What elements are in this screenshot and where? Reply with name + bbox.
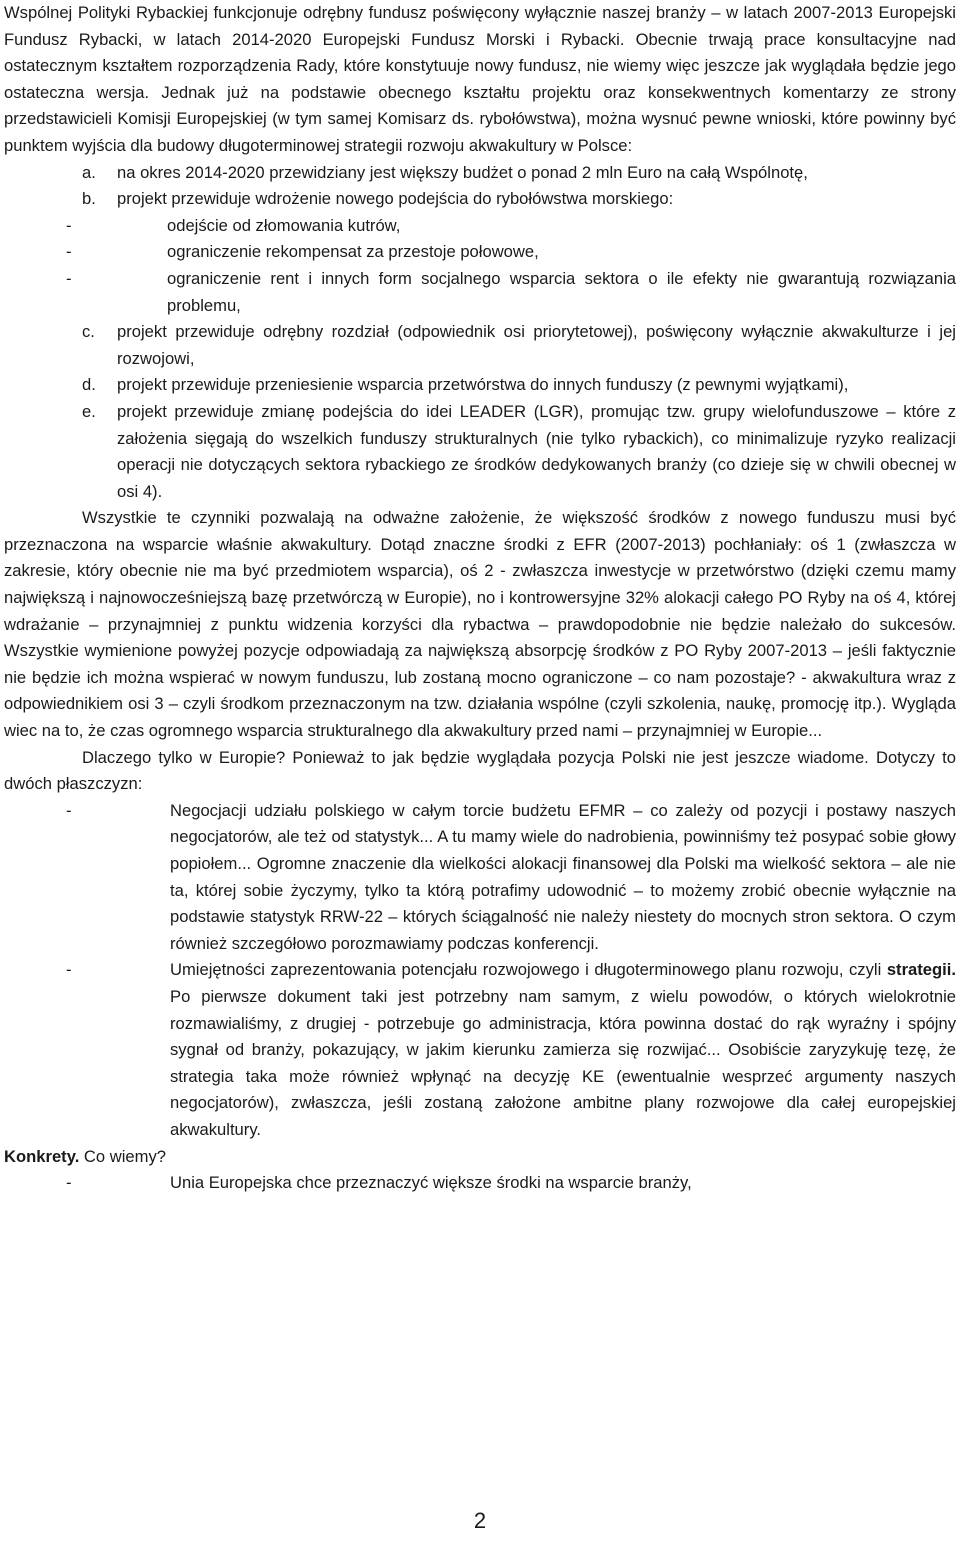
list-item-text: projekt przewiduje wdrożenie nowego podejścia do rybołówstwa morskiego: bbox=[117, 189, 674, 209]
plane-item-text: Negocjacji udziału polskiego w całym torcie budżetu EFMR – co zależy od pozycji i postawy naszych negocjatorów, ale też od statystyk... A tu mamy wiele do nadrobienia, powinniśmy też posypać sobie głowy popiołem... Ogromne znaczenie dla wielkości alokacji finansowej dla Polski ma wielkość sektora – ale nie ta, której sobie życzymy, tylko ta którą potrafimy udowodnić – to możemy zrobić obecnie wyłącznie na podstawie statystyk RRW-22 – których ściągalność nie należy niestety do mocnych stron sektora. O czym również szczegółowo porozmawiamy podczas konferencji. bbox=[170, 800, 956, 953]
dash-marker: - bbox=[66, 268, 72, 288]
alpha-list-item-e bbox=[4, 399, 956, 505]
konkrety-heading bbox=[4, 1144, 956, 1171]
alpha-list-item-c bbox=[4, 319, 956, 372]
dash-marker: - bbox=[66, 960, 72, 980]
alpha-list bbox=[4, 160, 956, 506]
list-marker: a. bbox=[82, 162, 96, 182]
list-item-text: projekt przewiduje zmianę podejścia do idei LEADER (LGR), promując tzw. grupy wielofunduszowe – które z założenia sięgają do wszelkich funduszy strukturalnych (nie tylko rybackich), co minimalizuje ryzyko realizacji operacji nie dotyczących sektora rybackiego ze środków dedykowanych branży (co dzieje się w chwili obecnej w osi 4). bbox=[117, 401, 956, 501]
sublist-item bbox=[4, 266, 956, 319]
strategy-emphasis: strategii. bbox=[886, 960, 956, 980]
konkrety-bold: Konkrety. bbox=[4, 1146, 80, 1166]
page-number: 2 bbox=[473, 1508, 487, 1533]
list-marker: b. bbox=[82, 189, 96, 209]
konkrety-item bbox=[4, 1170, 956, 1197]
sublist-item-text: ograniczenie rekompensat za przestoje połowowe, bbox=[167, 242, 539, 262]
alpha-list-item-d bbox=[4, 372, 956, 399]
list-item-text: na okres 2014-2020 przewidziany jest większy budżet o ponad 2 mln Euro na całą Wspólnotę, bbox=[117, 162, 808, 182]
konkrety-list bbox=[4, 1170, 956, 1197]
sublist-item bbox=[4, 213, 956, 240]
konkrety-item-text: Unia Europejska chce przeznaczyć większe środki na wsparcie branży, bbox=[170, 1173, 692, 1193]
sublist-item-text: ograniczenie rent i innych form socjalnego wsparcia sektora o ile efekty nie gwarantują rozwiązania problemu, bbox=[167, 268, 956, 315]
plane-item-strategy bbox=[4, 957, 956, 1143]
plane-item-negotiation bbox=[4, 798, 956, 958]
document-page bbox=[4, 0, 956, 1197]
list-item-text: projekt przewiduje odrębny rozdział (odpowiednik osi priorytetowej), poświęcony wyłącznie akwakulturze i jej rozwojowi, bbox=[117, 322, 956, 368]
list-marker: c. bbox=[82, 322, 95, 342]
sublist-item bbox=[4, 239, 956, 266]
b-sublist bbox=[4, 213, 956, 319]
dash-marker: - bbox=[66, 242, 72, 262]
dash-marker: - bbox=[66, 215, 72, 235]
funding-paragraph: Wszystkie te czynniki pozwalają na odważne założenie, że większość środków z nowego funduszu musi być przeznaczona na wsparcie właśnie akwakultury. Dotąd znaczne środki z EFR (2007-2013) pochłaniały: oś 1 (zwłaszcza w zakresie, który obecnie nie ma być przedmiotem wsparcia), oś 2 - zwłaszcza inwestycje w przetwórstwo (dzięki czemu mamy największą i najnowocześniejszą bazę przetwórczą w Europie), no i kontrowersyjne 32% alokacji całego PO Ryby na oś 4, której wdrażanie – przynajmniej z punktu widzenia korzyści dla rybactwa – prawdopodobnie nie będzie należało do sukcesów. Wszystkie wymienione powyżej pozycje odpowiadają za największą absorpcję środków z PO Ryby 2007-2013 – jeśli faktycznie nie będzie ich można wspierać w nowym funduszu, lub zostaną mocno ograniczone – co nam pozostaje? - akwakultura wraz z odpowiednikiem osi 3 – czyli środkom przeznaczonym na tzw. działania wspólne (czyli szkolenia, naukę, promocję itp.). Wygląda wiec na to, że czas ogromnego wsparcia strukturalnego dla akwakultury przed nami – przynajmniej w Europie... bbox=[4, 508, 956, 741]
intro-paragraph: Wspólnej Polityki Rybackiej funkcjonuje odrębny fundusz poświęcony wyłącznie naszej branży – w latach 2007-2013 Europejski Fundusz Rybacki, w latach 2014-2020 Europejski Fundusz Morski i Rybacki. Obecnie trwają prace konsultacyjne nad ostatecznym kształtem rozporządzenia Rady, które konstytuuje nowy fundusz, nie wiemy więc jeszcze jak wyglądała będzie jego ostateczna wersja. Jednak już na podstawie obecnego kształtu projektu oraz konsekwentnych komentarzy ze strony przedstawicieli Komisji Europejskiej (w tym samej Komisarz ds. rybołówstwa), można wysnuć pewne wnioski, które powinny być punktem wyjścia dla budowy długoterminowej strategii rozwoju akwakultury w Polsce: bbox=[4, 3, 956, 155]
list-marker: d. bbox=[82, 375, 96, 395]
planes-list bbox=[4, 798, 956, 1144]
alpha-list-item-a bbox=[4, 160, 956, 187]
plane-item-text-continued: Po pierwsze dokument taki jest potrzebny nam samym, z wielu powodów, o których wielokrotnie rozmawialiśmy, z drugiej - potrzebuje go administracja, która powinna dostać do rąk wyraźny i spójny sygnał od branży, pokazujący, w jakim kierunku zamierza się rozwijać... Osobiście zaryzykuję tezę, że strategia taka może również wpłynąć na decyzję KE (ewentualnie wesprzeć argumenty naszych negocjatorów), zwłaszcza, jeśli zostaną założone ambitne plany rozwojowe dla całej europejskiej akwakultury. bbox=[170, 986, 956, 1139]
konkrety-question: Co wiemy? bbox=[79, 1146, 166, 1166]
sublist-item-text: odejście od złomowania kutrów, bbox=[167, 215, 401, 235]
dash-marker: - bbox=[66, 800, 72, 820]
europe-paragraph: Dlaczego tylko w Europie? Ponieważ to jak będzie wyglądała pozycja Polski nie jest jeszcze wiadome. Dotyczy to dwóch płaszczyzn: bbox=[4, 747, 956, 794]
list-marker: e. bbox=[82, 401, 96, 421]
alpha-list-item-b bbox=[4, 186, 956, 213]
dash-marker: - bbox=[66, 1173, 72, 1193]
plane-item-text: Umiejętności zaprezentowania potencjału rozwojowego i długoterminowego planu rozwoju, czyli bbox=[170, 960, 887, 980]
list-item-text: projekt przewiduje przeniesienie wsparcia przetwórstwa do innych funduszy (z pewnymi wyjątkami), bbox=[117, 375, 849, 395]
